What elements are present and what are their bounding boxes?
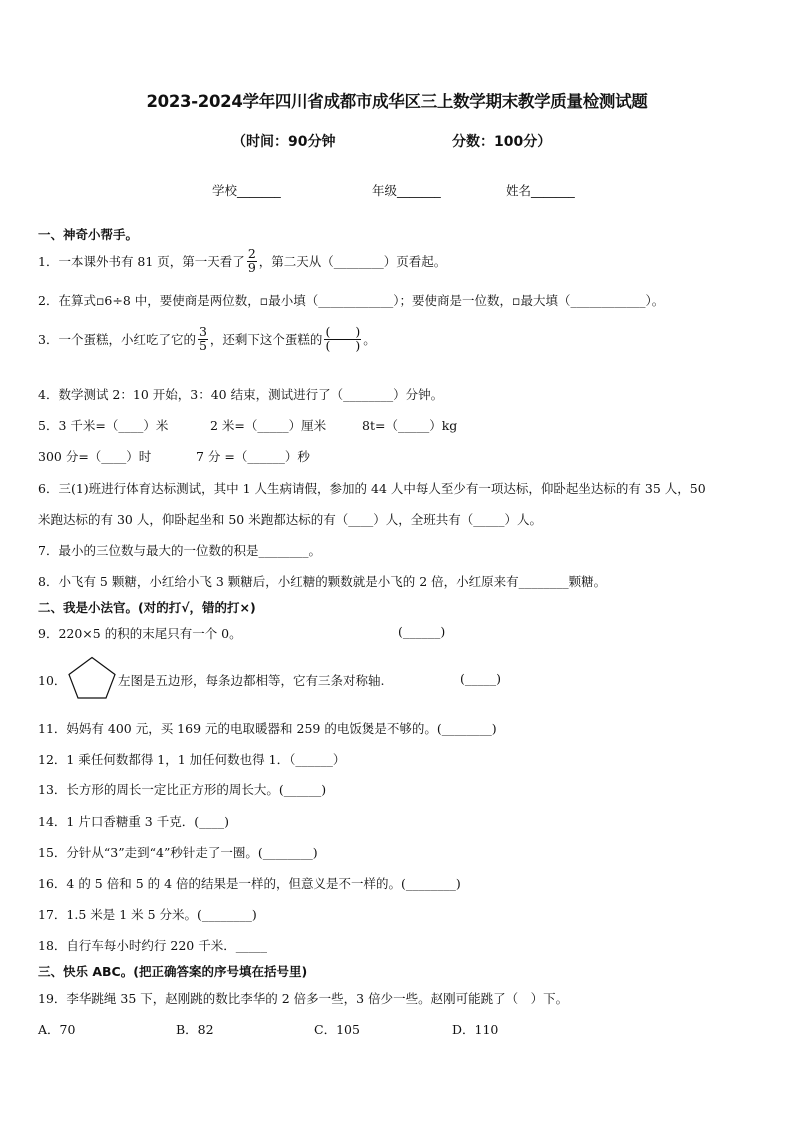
question-19-option-a: A．70	[38, 1022, 76, 1037]
question-10-text: 左图是五边形，每条边都相等，它有三条对称轴.	[118, 673, 385, 688]
section-heading-1: 一、神奇小帮手。	[38, 227, 139, 242]
question-3-text-mid: ，还剩下这个蛋糕的	[209, 332, 323, 347]
pentagon-figure	[67, 656, 117, 700]
question-5b: 2 米=（_____）厘米	[210, 418, 327, 433]
question-1-text-post: ，第二天从（________）页看起。	[258, 254, 447, 269]
question-5e: 7 分 =（______）秒	[196, 449, 310, 464]
question-16: 16．4 的 5 倍和 5 的 4 倍的结果是一样的，但意义是不一样的。(________)	[38, 876, 461, 891]
question-5c: 8t=（_____）kg	[362, 418, 458, 433]
name-field: 姓名_______	[506, 183, 575, 198]
fraction-blank-denominator: ( )	[325, 337, 361, 353]
question-4: 4．数学测试 2：10 开始，3：40 结束，测试进行了（________）分钟。	[38, 387, 444, 402]
question-5a: 5．3 千米=（____）米	[38, 418, 169, 433]
question-13: 13．长方形的周长一定比正方形的周长大。(______)	[38, 782, 327, 797]
question-1	[38, 248, 446, 274]
question-9-blank: (______)	[398, 624, 446, 639]
question-6-line-1: 6．三(1)班进行体育达标测试，其中 1 人生病请假，参加的 44 人中每人至少有一项达标，仰卧起坐达标的有 35 人，50	[38, 481, 706, 496]
question-3-text-post: 。	[363, 332, 376, 347]
question-19-option-b: B．82	[176, 1022, 214, 1037]
fraction-blank-numerator: ( )	[325, 324, 361, 339]
question-12: 12．1 乘任何数都得 1，1 加任何数也得 1．（______）	[38, 752, 346, 767]
section-heading-3: 三、快乐 ABC。(把正确答案的序号填在括号里)	[38, 964, 308, 979]
question-14: 14．1 片口香糖重 3 千克．(____)	[38, 814, 229, 829]
exam-time: （时间：90分钟	[232, 134, 336, 150]
section-heading-2: 二、我是小法官。(对的打√，错的打×)	[38, 600, 256, 615]
question-5d: 300 分=（____）时	[38, 449, 152, 464]
question-18: 18．自行车每小时约行 220 千米．_____	[38, 938, 267, 953]
question-19-option-c: C．105	[314, 1022, 360, 1037]
question-19: 19．李华跳绳 35 下，赵刚跳的数比李华的 2 倍多一些，3 倍少一些。赵刚可能跳了（ ）下。	[38, 991, 569, 1006]
question-9: 9．220×5 的积的末尾只有一个 0。	[38, 626, 242, 641]
question-10-number: 10．	[38, 673, 67, 688]
question-3-text-pre: 3．一个蛋糕，小红吃了它的	[38, 332, 196, 347]
grade-field: 年级_______	[372, 183, 441, 198]
question-6-line-2: 米跑达标的有 30 人，仰卧起坐和 50 米跑都达标的有（____）人，全班共有（_____）人。	[38, 512, 542, 527]
question-1-text-pre: 1．一本课外书有 81 页，第一天看了	[38, 254, 245, 269]
fraction-denominator: 5	[198, 337, 207, 353]
exam-score: 分数：100分）	[452, 134, 552, 150]
question-7: 7．最小的三位数与最大的一位数的积是________。	[38, 543, 321, 558]
question-19-option-d: D．110	[452, 1022, 499, 1037]
question-2: 2．在算式▫6÷8 中，要使商是两位数，▫最小填（____________）；要使商是一位数，▫最大填（____________）。	[38, 293, 665, 308]
fraction-numerator: 2	[247, 246, 256, 261]
fraction-numerator: 3	[198, 324, 207, 339]
question-3	[38, 326, 376, 352]
question-11: 11．妈妈有 400 元，买 169 元的电取暖器和 259 的电饭煲是不够的。(________)	[38, 721, 497, 736]
fraction-answer-blank	[324, 326, 361, 352]
fraction-denominator: 9	[247, 259, 256, 275]
fraction-2-9	[247, 248, 257, 274]
question-10-blank: (_____)	[460, 671, 502, 686]
page-title: 2023-2024学年四川省成都市成华区三上数学期末教学质量检测试题	[146, 92, 648, 111]
question-17: 17．1.5 米是 1 米 5 分米。(________)	[38, 907, 257, 922]
question-15: 15．分针从“3”走到“4”秒针走了一圈。(________)	[38, 845, 318, 860]
fraction-3-5	[198, 326, 208, 352]
school-field: 学校_______	[212, 183, 281, 198]
question-8: 8．小飞有 5 颗糖，小红给小飞 3 颗糖后，小红糖的颗数就是小飞的 2 倍，小红原来有________颗糖。	[38, 574, 607, 589]
